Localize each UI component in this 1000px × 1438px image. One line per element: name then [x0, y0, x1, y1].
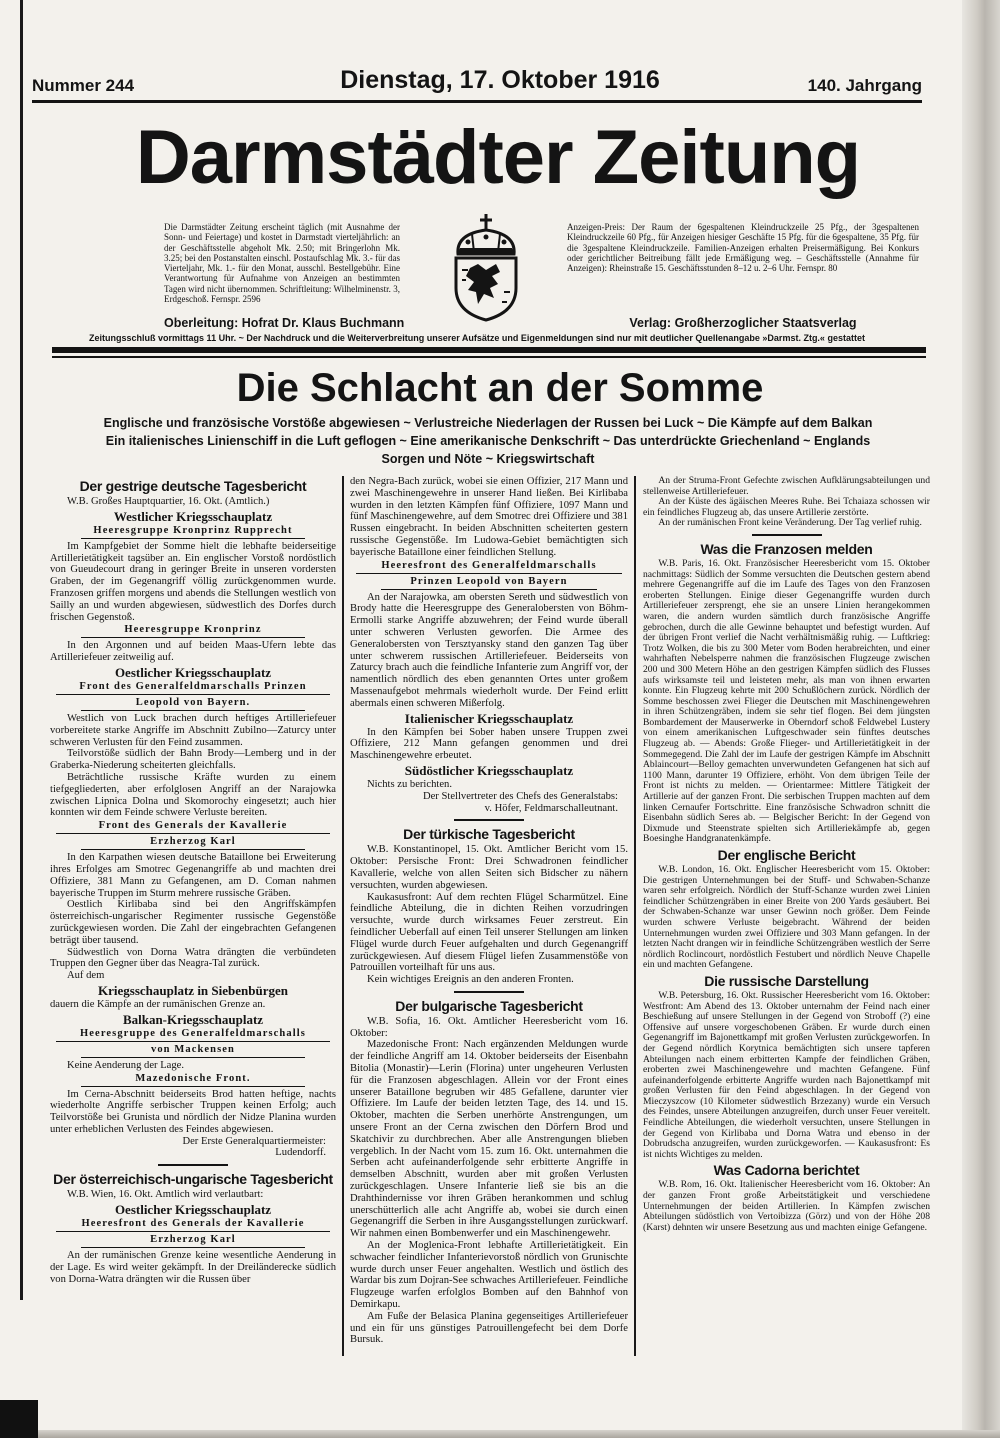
paragraph: An der rumänischen Front keine Veränderung. Der Tag verlief ruhig.: [658, 517, 922, 529]
header-heavy-rule: [52, 347, 926, 353]
section-heading: Oestlicher Kriegsschauplatz: [114, 1202, 272, 1218]
article-heading: Der österreichisch-ungarische Tagesbericht: [53, 1171, 333, 1188]
advertising-rates-info: Anzeigen-Preis: Der Raum der 6gespaltenen Kleindruckzeile 25 Pfg., der 3gespaltenen Kleindruckzeile 60 Pfg., für Anzeigen hiesiger Geschäfte 15 Pfg. für die 6gespaltene, 35 Pfg. für die 3gespaltene Kleindruckzeile. Familien-Anzeigen erhalten Preisermäßigung. Bei Konkurs oder gerichtlicher Beitreibung fällt jede Ermäßigung weg. – Geschäftsstelle (Annahme für Anzeigen): Rheinstraße 15. Geschäftsstunden 8–12 u. 2–6 Uhr. Fernspr. 80: [567, 222, 919, 274]
subsection-heading: Erzherzog Karl: [81, 836, 304, 850]
paragraph: Im Kampfgebiet der Somme hielt die lebhafte beiderseitige Artillerietätigkeit tagsüber an. Ein englischer Vorstoß nordöstlich von Gueudecourt drang in geringer Breite in unseren vordersten Graben, der im Gegenangriff völlig zurückgenommen wurde. Franzosen griffen morgens und abends die Stellungen westlich von Sailly an und wurden abgewiesen, südwestlich des Dorfes durch frischen Gegenstoß.: [50, 540, 336, 623]
paragraph: Oestlich Kirlibaba sind bei den Angriffskämpfen österreichisch-ungarischer Regimenter russische Gegenstöße zurückgewiesen worden. Die Zahl der eingebrachten Gefangenen beträgt über tausend.: [50, 899, 336, 946]
paragraph: W.B. Rom, 16. Okt. Italienischer Heeresbericht vom 16. Oktober: An der ganzen Front große Arbeitstätigkeit und verschiedene Unternehmungen der beiden Artillerien. In Kämpfen zwischen Abteilungen südöstlich von Vertoibizza (Görz) und von der Höhe 208 (Karst) dehnten wir unsere Besetzung aus und machten einige Gefangene.: [643, 1179, 930, 1233]
paragraph: An der Moglenica-Front lebhafte Artillerietätigkeit. Ein schwacher feindlicher Infanterievorstoß nördlich von Grunischte wurde durch unser Feuer angehalten. Westlich und östlich des Wardar bis zum Dojran-See schwaches Artilleriefeuer. Feindliche Flugzeuge warfen erfolglos Bomben auf den Bahnhof von Demirkapu.: [350, 1240, 628, 1311]
separator-rule: [752, 534, 822, 536]
paragraph: W.B. Sofia, 16. Okt. Amtlicher Heeresbericht vom 16. Oktober:: [350, 1015, 628, 1039]
editor-line: Oberleitung: Hofrat Dr. Klaus Buchmann: [164, 316, 405, 330]
column-divider: [342, 476, 344, 1356]
subsection-heading: Mazedonische Front.: [81, 1073, 304, 1087]
section-heading: Westlicher Kriegsschauplatz: [113, 508, 273, 524]
signature: Der Stellvertreter des Chefs des Generalstabs:: [422, 790, 618, 802]
paragraph: Nichts zu berichten.: [366, 778, 452, 790]
paragraph: In den Argonnen und auf beiden Maas-Ufern lebte das Artilleriefeuer zeitweilig auf.: [50, 640, 336, 664]
volume-year: 140. Jahrgang: [807, 76, 922, 95]
separator-rule: [158, 1164, 228, 1166]
paragraph: dauern die Kämpfe an der rumänischen Grenze an.: [50, 998, 266, 1010]
separator-rule: [454, 991, 524, 993]
paragraph: An der Struma-Front Gefechte zwischen Aufklärungsabteilungen und stellenweise Artilleriefeuer.: [643, 475, 930, 497]
subsection-heading: Prinzen Leopold von Bayern: [381, 576, 598, 590]
dateline: W.B. Wien, 16. Okt. Amtlich wird verlautbart:: [66, 1189, 264, 1201]
subsection-heading: Heeresfront des Generals der Kavallerie: [56, 1218, 331, 1232]
subsection-heading: Heeresfront des Generalfeldmarschalls: [356, 560, 623, 574]
paragraph: In den Karpathen wiesen deutsche Bataillone bei Erweiterung ihres Erfolges am Smotrec Gegenangriffe ab und machten drei Offiziere, 381 Mann zu Gefangenen, am D. Coman nahmen bayerische Truppen im Sturm mehrere russische Gräben.: [50, 852, 336, 899]
page-edge-bottom: [0, 1430, 1000, 1438]
section-heading: Italienischer Kriegsschauplatz: [404, 710, 574, 726]
separator-rule: [454, 819, 524, 821]
paragraph: den Negra-Bach zurück, wobei sie einen Offizier, 217 Mann und zwei Maschinengewehre in unserer Hand ließen. Bei Kirlibaba wurden in den letzten Kämpfen fünf Offiziere, 1097 Mann und fünf Maschinengewehre, auf dem Smotrec drei Offiziere und 381 Russen eingebracht. In beiden Abschnitten scheiterten gestern russische Gegenstöße. Im Ludowa-Gebiet bemächtigten sich bayerische Bataillone einer feindlichen Stellung.: [350, 476, 628, 558]
paragraph: Kaukasusfront: Auf dem rechten Flügel Scharmützel. Eine feindliche Abteilung, die in dichten Reihen vorzudringen versuchte, wurde durch wirksames Feuer zerstreut. Ein feindlicher Ueberfall auf einen Teil unserer Stellungen am linken Flügel wurde durch Feuer aufgehalten und durch Gegenangriff zurückgewiesen. Auf diesem Flügel liefen Zusammenstöße von Patrouillen vorteilhaft für uns aus.: [350, 891, 628, 974]
paragraph: Beträchtliche russische Kräfte wurden zu einem tiefgegliederten, aber erfolglosen Angriff an der Narajowka zwischen Lipnica Dolna und Skomorochy eingesetzt; auch hier konnten wir dem Feinde schwere Verluste bereiten.: [50, 771, 336, 819]
subsection-heading: Heeresgruppe Kronprinz: [81, 624, 304, 638]
paragraph: In den Kämpfen bei Sober haben unsere Truppen zwei Offiziere, 212 Mann gefangen genommen und drei Maschinengewehre erbeutet.: [350, 726, 628, 762]
paragraph: W.B. Petersburg, 16. Okt. Russischer Heeresbericht vom 16. Oktober: Westfront: Am Abend des 13. Oktober unternahm der Feind nach einer Beschießung auf unsere Stellungen in der Gegend von Stroboff (?) eine Offensive auf unsere vorgeschobenen Gräben. Er wurde durch einen Gegenangriff im Bajonettkampf mit großen Verlusten zurückgeworfen. In der Gegend nördlich Korytnica bemächtigten sich unsere tapferen Abteilungen nach einem erbitterten Kampfe der feindlichen Gräben, eroberten zwei Maschinengewehre und machten Gefangene. Fünf aufeinanderfolgende erbitterte Angriffe wurden nach Bajonettkampf mit großen Verlusten für den Feind abgeschlagen. In der Gegend von Mieczyszcow (10 Kilometer südwestlich Brzezany) wurde ein Versuch des Feindes, unsere Abteilungen anzugreifen, durch unser Feuer vereitelt. Feindliche Abteilungen, die wiederholt versuchten, unsere Stellungen in der Gegend von Kirlibaba und Dorna Watra und ebenso in der Dobrudscha anzugreifen, wurden zurückgeworfen. — Kaukasusfront: Es ist nichts Wichtiges zu melden.: [643, 989, 930, 1160]
section-heading: Südöstlicher Kriegsschauplatz: [404, 762, 574, 778]
paragraph: Keine Aenderung der Lage.: [66, 1059, 185, 1071]
header-thin-rule: [52, 356, 926, 358]
subscription-info: Die Darmstädter Zeitung erscheint täglich (mit Ausnahme der Sonn- und Feiertage) und kostet in Darmstadt vierteljährlich: an der Geschäftsstelle abgeholt Mk. 2.50; mit Bringerlohn Mk. 3.25; bei den Postanstalten einschl. Postaufschlag Mk. 3.- für das Vierteljahr, Mk. 1.- für den Monat, ausschl. Bestellgebühr. Eine Verantwortung für Aufnahme von Anzeigen an bestimmten Tagen wird nicht übernommen. Schriftleitung: Wilhelminenstr. 3, Erdgeschoß. Fernspr. 2596: [164, 222, 400, 305]
paragraph: W.B. Konstantinopel, 15. Okt. Amtlicher Bericht vom 15. Oktober: Persische Front: Drei Schwadronen feindlicher Kavallerie, welche von allen Seiten sich Bidscher zu nähern versuchten, wurden abgewiesen.: [350, 844, 628, 891]
article-column-3: [643, 476, 930, 1233]
subsection-heading: von Mackensen: [81, 1044, 304, 1058]
article-heading: Der englische Bericht: [717, 847, 856, 863]
subsection-heading: Erzherzog Karl: [81, 1234, 304, 1248]
coat-of-arms-icon: [448, 212, 524, 322]
paragraph: Am Fuße der Belasica Planina gegenseitiges Artilleriefeuer und ein für uns günstiges Patrouillengefecht bei dem Dorfe Bursuk.: [350, 1310, 628, 1346]
paragraph: W.B. London, 16. Okt. Englischer Heeresbericht vom 15. Oktober: Die gestrigen Unternehmungen bei der Stuff- und Schwaben-Schanze waren sehr erfolgreich. Nördlich der Stuff-Schanze wurden zwei Linien feindlicher Schützengräben in einer Breite von 200 Yards gesäubert. Bei der Schwaben-Schanze war unser Gewinn noch größer. Dem Feinde wurden schwere Verluste beigebracht. Während der beiden Unternehmungen wurden zwei Offiziere und 303 Mann gefangen. In der letzten Nacht drangen wir in feindliche Schützengräben westlich der Serre nördlich Roclincourt, nordöstlich Festubert und nördlich Neuve Chapelle ein und machten Gefangene.: [643, 864, 930, 971]
signature: Ludendorff.: [275, 1147, 326, 1159]
signature: Der Erste Generalquartiermeister:: [182, 1135, 326, 1147]
subsection-heading: Front des Generals der Kavallerie: [56, 820, 331, 834]
article-heading: Der bulgarische Tagesbericht: [395, 997, 583, 1014]
article-heading: Der türkische Tagesbericht: [403, 826, 575, 843]
section-heading: Oestlicher Kriegsschauplatz: [114, 664, 272, 680]
publisher-line: Verlag: Großherzoglicher Staatsverlag: [629, 316, 857, 330]
masthead-title: Darmstädter Zeitung: [135, 115, 861, 200]
issue-date: Dienstag, 17. Oktober 1916: [340, 66, 660, 94]
headline-summary-line: Sorgen und Nöte ~ Kriegswirtschaft: [381, 452, 595, 466]
page-edge-left: [20, 0, 23, 1300]
signature: v. Höfer, Feldmarschalleutnant.: [484, 802, 618, 814]
paragraph: Südwestlich von Dorna Watra drängten die verbündeten Truppen den Gegner über das Neagra-Tal zurück.: [50, 946, 336, 970]
headline-summary-line: Ein italienisches Linienschiff in die Luft geflogen ~ Eine amerikanische Denkschrift ~ Das unterdrückte Griechenland ~ Englands: [105, 434, 871, 448]
paragraph: Kein wichtiges Ereignis an den anderen Fronten.: [366, 974, 574, 986]
paragraph: Im Cerna-Abschnitt beiderseits Brod hatten heftige, nachts wiederholte Angriffe serbischer Truppen keinen Erfolg; auch Teilvorstöße bei Grunista und nördlich der Nidze Planina wurden unter erheblichen Verlusten des Feindes abgewiesen.: [50, 1088, 336, 1135]
paragraph: An der Küste des ägäischen Meeres Ruhe. Bei Tchaiaza schossen wir ein feindliches Flugzeug ab, das unsere Artillerie zerstörte.: [643, 496, 930, 518]
subsection-heading: Heeresgruppe Kronprinz Rupprecht: [81, 525, 304, 539]
paragraph: Auf dem: [66, 970, 105, 982]
dateline: W.B. Großes Hauptquartier, 16. Okt. (Amtlich.): [66, 496, 270, 507]
article-heading: Der gestrige deutsche Tagesbericht: [79, 478, 307, 494]
issue-number: Nummer 244: [32, 76, 135, 95]
paragraph: An der Narajowka, am obersten Sereth und südwestlich von Brody hatte die Heeresgruppe des Generalobersten von Böhm-Ermolli starke Angriffe abzuwehren; der Feind wurde überall unter schweren Verlusten geworfen. Die Armee des Generalobersten von Tersztyansky stand den ganzen Tag über unter schwerem russischen Artilleriefeuer. Beiderseits von Zaturcy brach auch die feindliche Infanterie zum Angriff vor, der namentlich nördlich des eben genannten Ortes unter großem Massenaufgebot mehrmals wiederholt wurde. Der Feind erlitt abermals einen schweren Mißerfolg.: [350, 591, 628, 709]
subsection-heading: Leopold von Bayern.: [81, 697, 304, 711]
paragraph: Mazedonische Front: Nach ergänzenden Meldungen wurde der feindliche Angriff am 14. Oktober beiderseits der Eisenbahn Bitolia (Monastir)—Lerin (Florina) unter ungeheuren Verlusten für die Franzosen abgeschlagen. Allein vor der Front eines unserer Bataillone begruben wir 485 Gefallene, darunter vier Offiziere. Im Laufe der beiden letzten Tage, des 14. und 15. Oktober, machten die Serben unerhörte Anstrengungen, um unsere Front an der Cerna zwischen den Dörfern Brod und Skatchivir zu durchbrechen. Aber alle Anstrengungen blieben vergeblich. In der Nacht vom 15. zum 16. Okt. unternahmen die Serben acht aufeinanderfolgende sehr erbitterte Angriffe in demselben Abschnitt, wurden aber mit großen Verlusten zurückgeschlagen. Unsere Infanterie ließ sie bis an die Drahthindernisse vor ihren Gräben herankommen und schlug unerschütterlich alle acht Angriffe ab, wobei sie durch einen Gegenangriff die Serben in ihre Ausgangsstellungen zurückwarf. Wir nahmen einen Bombenwerfer und ein Maschinengewehr.: [350, 1039, 628, 1240]
page-binding-right: [962, 0, 1000, 1438]
subsection-heading: Front des Generalfeldmarschalls Prinzen: [56, 681, 331, 695]
article-column-1: [50, 476, 336, 1285]
main-headline: Die Schlacht an der Somme: [236, 366, 764, 410]
article-heading: Was die Franzosen melden: [700, 540, 873, 557]
paragraph: An der rumänischen Grenze keine wesentliche Aenderung in der Lage. Es wird weiter gekämpft. In der Dreiländerecke südlich von Dorna-Watra drängten wir die Russen über: [50, 1250, 336, 1285]
paragraph: W.B. Paris, 16. Okt. Französischer Heeresbericht vom 15. Oktober nachmittags: Südlich der Somme versuchten die Deutschen gestern abend mehrere Gegenangriffe auf die im Laufe des Tages von den Franzosen eroberten Stellungen. Einige dieser Gegenangriffe wurden durch Artilleriefeuer zersprengt, ehe sie an unsere Linien herangekommen waren, die andern wurden sämtlich durch französische Angriffe gebrochen, durch die alle Gewinne behauptet und befestigt wurden. Auf der übrigen Front verlief die Nacht verhältnismäßig ruhig. — Luftkrieg: Trotz Wolken, die bis zu 300 Meter vom Boden herabreichten, und einer wahrhaften Nebelsperre nahmen die französischen Flugzeuge zwischen 200 und 300 Metern Höhe an den gestrigen Kämpfen südlich des Flusses aufs wirksamste teil und leisteten mehr, als man von ihnen erwarten konnte. Ein Flugzeug kehrte mit 200 Schußlöchern zurück. Nördlich der Somme beschossen zwei Flieger die Deutschen mit Maschinengewehren in ihren Schützengräben, indem sie sehr tief flogen. Bei dem jüngsten Bombardement der Mauserwerke in Oberndorf schoß Feldwebel Lustery von einem amerikanischen Luftgeschwader sein fünftes deutsches Flugzeug ab. — Abends: Große Flieger- und Artillerietätigkeit in der Sommegegend. Die Zahl der im Laufe der gestrigen Kämpfe im Abschnitt Ablaincourt—Belloy gemachten unverwundeten Gefangenen hat sich auf 1100 Mann, darunter 19 Offiziere, erhöht. Von dem übrigen Teile der Front ist nichts zu melden. — Orientarmee: Mittlere Tätigkeit der Artillerie auf der ganzen Front. Die serbischen Truppen machten auf dem linken Cernaufer Fortschritte. Eine französische Schwadron schnitt die Eisenbahn südlich Seres ab. — Belgischer Bericht: In der Gegend von Dixmude und Steenstrate spielten sich Artilleriekämpfe ab, gegen Boesinghe Handgranatenkämpfe.: [643, 557, 930, 845]
header-rule: [32, 100, 922, 103]
page-edge-dark-corner: [0, 1400, 38, 1438]
subsection-heading: Heeresgruppe des Generalfeldmarschalls: [56, 1028, 331, 1042]
paragraph: Westlich von Luck brachen durch heftiges Artilleriefeuer vorbereitete starke Angriffe im Abschnitt Zubilno—Zaturcy unter schweren Verlusten für den Feind zusammen.: [50, 712, 336, 748]
article-heading: Die russische Darstellung: [704, 972, 869, 989]
section-heading: Balkan-Kriegsschauplatz: [122, 1011, 264, 1027]
copyright-notice: Zeitungsschluß vormittags 11 Uhr. ~ Der Nachdruck und die Weiterverbreitung unserer Aufsätze und Eigenmeldungen sind nur mit deutlicher Quellenangabe »Darmst. Ztg.« gestattet: [89, 333, 865, 343]
headline-summary-line: Englische und französische Vorstöße abgewiesen ~ Verlustreiche Niederlagen der Russen bei Luck ~ Die Kämpfe auf dem Balkan: [103, 416, 873, 430]
article-heading: Was Cadorna berichtet: [713, 1162, 860, 1179]
section-heading: Kriegsschauplatz in Siebenbürgen: [98, 982, 288, 998]
paragraph: Teilvorstöße südlich der Bahn Brody—Lemberg und in der Graberka-Niederung scheiterten gleichfalls.: [50, 748, 336, 772]
article-column-2: [350, 476, 628, 1346]
column-divider: [634, 476, 636, 1356]
